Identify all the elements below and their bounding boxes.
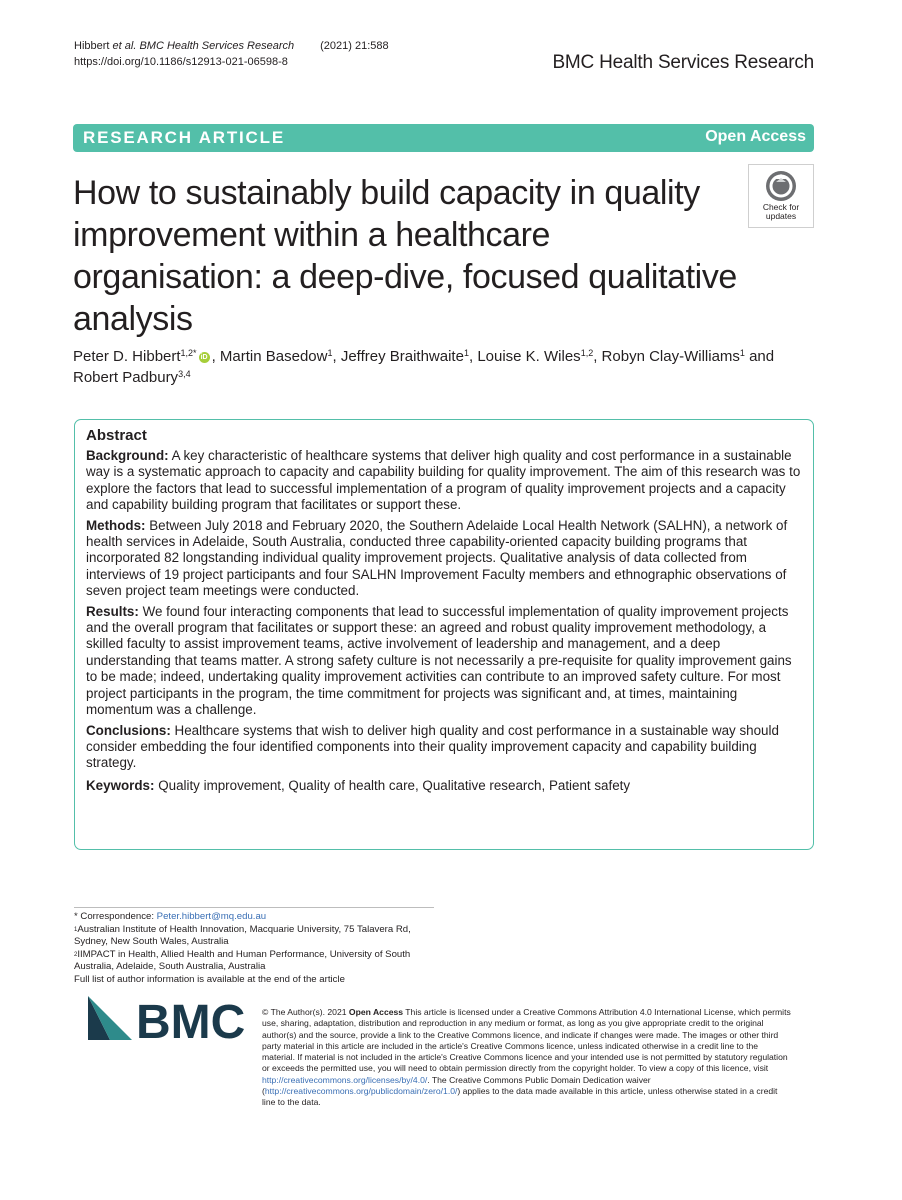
author-name: Louise K. Wiles: [477, 348, 581, 365]
license-link-cc-zero[interactable]: http://creativecommons.org/publicdomain/zero/1.0/: [264, 1086, 458, 1097]
check-updates-line1: Check for: [762, 202, 800, 212]
open-access-label: Open Access: [705, 128, 806, 145]
affiliation-1: Australian Institute of Health Innovation, Macquarie University, 75 Talavera Rd, Sydney, New South Wales, Australia: [74, 923, 411, 948]
affiliation-number: 2: [74, 951, 78, 958]
correspondence-email-link[interactable]: Peter.hibbert@mq.edu.au: [156, 911, 267, 922]
doi-link[interactable]: https://doi.org/10.1186/s12913-021-06598-8: [74, 56, 288, 68]
author-info-note: Full list of author information is available at the end of the article: [74, 973, 345, 985]
conclusions-text: Healthcare systems that wish to deliver high quality and cost performance in a sustainable way should consider embedding the four identified components into their quality improvement capacity and capability building strategy.: [86, 722, 779, 771]
license-body-2: . The Creative Commons Public Domain Dedication waiver (: [262, 1074, 651, 1097]
affiliation-number: 1: [74, 926, 78, 933]
abstract-methods: [86, 518, 801, 600]
journal-name: BMC Health Services Research: [552, 52, 814, 73]
license-open-access: Open Access: [348, 1007, 404, 1017]
license-link-cc-by[interactable]: http://creativecommons.org/licenses/by/4.0/: [262, 1074, 428, 1085]
license-body-1: This article is licensed under a Creative Commons Attribution 4.0 International License, which permits use, sharing, adaptation, distribution and reproduction in any medium or format, as long as you give appropriate credit to the original author(s) and the source, provide a link to the Creative Commons licence, and indicate if changes were made. The images or other third party material in this article are included in the article's Creative Commons licence, unless indicated otherwise in a credit line to the material. If material is not included in the article's Creative Commons licence and your intended use is not permitted by statutory regulation or exceeds the permitted use, you will need to obtain permission directly from the copyright holder. To view a copy of this licence, visit: [262, 1007, 791, 1074]
license-text: [262, 1007, 792, 1109]
author-list: Peter D. Hibbert$^{1,2*}$ iD , Martin Basedow$^1$, Jeffrey Braithwaite$^1$, Louise K. Wiles$^{1,2}$, Robyn Clay-Williams$^1$ and Robert Padbury$^{3,4}$: [73, 348, 775, 386]
keywords-text: Quality improvement, Quality of health care, Qualitative research, Patient safety: [158, 777, 631, 793]
background-text: A key characteristic of healthcare systems that deliver high quality and cost performance in a sustainable way is a systematic approach to capacity and capability building for quality improvement. The aim of this research was to explore the factors that lead to successful implementation of a program of quality improvement projects and a capacity and capability building program that facilitates or support these.: [86, 448, 801, 513]
keywords-label: Keywords:: [86, 777, 155, 793]
citation-issue: (2021) 21:588: [320, 40, 389, 52]
author-affiliation: 1,2*: [180, 348, 197, 358]
conclusions-label: Conclusions:: [86, 722, 171, 738]
orcid-icon[interactable]: iD: [200, 353, 208, 361]
license-prefix: © The Author(s). 2021: [262, 1007, 349, 1017]
author-affiliation: 3,4: [178, 369, 191, 379]
abstract-keywords: [86, 778, 801, 794]
author-name: Robert Padbury: [73, 369, 179, 386]
abstract-results: [86, 604, 801, 719]
license-body-3: ) applies to the data made available in this article, unless otherwise stated in a credit line to the data.: [262, 1086, 778, 1108]
affiliation-2: IIMPACT in Health, Allied Health and Human Performance, University of South Australia, Adelaide, South Australia, Australia: [74, 948, 411, 973]
bmc-logo: [88, 996, 248, 1040]
article-type-label: RESEARCH ARTICLE: [83, 128, 285, 147]
authors-and: and: [744, 348, 775, 365]
author-name: Peter D. Hibbert: [73, 348, 181, 365]
citation-etal: et al.: [112, 40, 137, 52]
author-affiliation: 1: [463, 348, 469, 358]
footnote-divider: [74, 907, 434, 908]
results-text: We found four interacting components that lead to successful implementation of quality improvement projects and the overall program that facilitates or support these: an agreed and robust quality improvement methodology, a skilled faculty to assist improvement teams, active involvement of leadership and management, and a deep understanding that teams matter. A strong safety culture is not necessarily a pre-requisite for quality improvement gains to be made; indeed, undertaking quality improvement activities can contribute to an improved safety culture. For most project participants in the program, the time commitment for projects was significant and, at times, maintaining momentum was a challenge.: [86, 603, 792, 718]
article-type-banner: [73, 124, 814, 152]
abstract-heading: Abstract: [86, 427, 147, 444]
citation-journal: BMC Health Services Research: [139, 40, 295, 52]
results-label: Results:: [86, 603, 139, 619]
article-title: How to sustainably build capacity in quality improvement within a healthcare organisation: a deep-dive, focused qualitative analysis: [73, 174, 737, 338]
check-for-updates-badge[interactable]: [748, 164, 814, 228]
author-affiliation: 1: [739, 348, 745, 358]
check-updates-line2: updates: [765, 211, 797, 221]
footnotes: [74, 911, 434, 987]
methods-text: Between July 2018 and February 2020, the Southern Adelaide Local Health Network (SALHN), a network of health services in Adelaide, South Australia, conducted three capability-oriented capacity building programs that incorporated 82 longstanding individual quality improvement projects. Qualitative analysis of data collected from interviews of 19 project participants and four SALHN Improvement Faculty members and ethnographic observations of seven project team meetings were conducted.: [86, 517, 788, 599]
abstract-background: [86, 448, 801, 514]
methods-label: Methods:: [86, 517, 146, 533]
author-name: Jeffrey Braithwaite: [340, 348, 464, 365]
author-affiliation: 1,2: [580, 348, 594, 358]
citation-header: [74, 38, 389, 70]
author-affiliation: 1: [327, 348, 333, 358]
abstract-box: [74, 419, 814, 850]
author-name: Robyn Clay-Williams: [601, 348, 740, 365]
logo-text: BMC: [136, 996, 246, 1040]
abstract-conclusions: [86, 723, 801, 772]
citation-authors: Hibbert: [74, 40, 113, 52]
check-updates-icon: [764, 169, 798, 203]
correspondence-label: * Correspondence:: [74, 911, 157, 922]
background-label: Background:: [86, 448, 169, 463]
author-name: Martin Basedow: [219, 348, 328, 365]
